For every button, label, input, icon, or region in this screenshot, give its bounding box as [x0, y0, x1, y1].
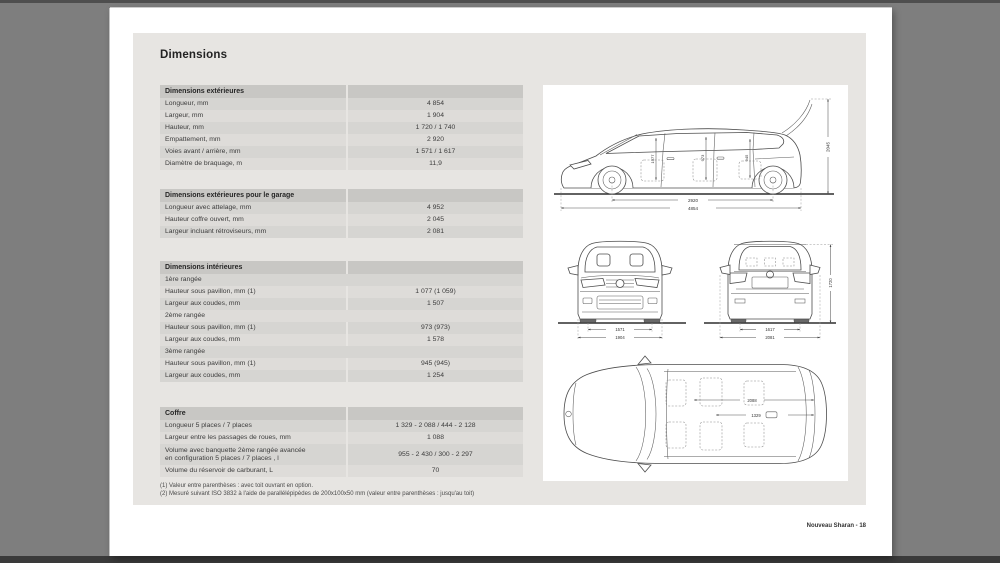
table-header-label: Dimensions intérieures	[160, 261, 346, 274]
row-label	[160, 286, 346, 298]
row-value: 1 507	[348, 298, 523, 310]
row-label-line: Largeur aux coudes, mm	[165, 300, 241, 307]
table-header-value-cell	[348, 189, 523, 202]
table-section-row: 1ère rangée	[160, 274, 523, 286]
row-label	[160, 146, 346, 158]
table-header-row	[160, 261, 523, 274]
table-row	[160, 322, 523, 334]
dimension-label-wheelbase: 2920	[687, 197, 699, 203]
table-row	[160, 358, 523, 370]
exterior-dimensions-table	[160, 85, 523, 170]
table-row	[160, 214, 523, 226]
front-view-car	[558, 241, 686, 340]
row-label	[160, 226, 346, 238]
dimension-label-row2-headroom: 973	[700, 154, 705, 162]
row-label-line: en configuration 5 places / 7 places , l	[165, 455, 279, 462]
table-row	[160, 444, 523, 465]
dimension-label-front-track: 1571	[615, 327, 625, 333]
dimension-label-rear-track: 1617	[765, 327, 775, 333]
row-label	[160, 334, 346, 346]
dimension-label-row3-headroom: 945	[744, 154, 749, 162]
table-row	[160, 370, 523, 382]
row-label-line: Hauteur coffre ouvert, mm	[165, 216, 244, 223]
dimension-label-max-load-length: 2088	[747, 397, 757, 403]
table-row	[160, 202, 523, 214]
row-label-line: Hauteur, mm	[165, 124, 204, 131]
table-header-label: Coffre	[160, 407, 346, 420]
garage-dimensions-table	[160, 189, 523, 238]
bottom-edge-strip	[0, 556, 1000, 563]
table-row	[160, 298, 523, 310]
row-value: 1 329 - 2 088 / 444 - 2 128	[348, 420, 523, 432]
row-label-line: Longueur 5 places / 7 places	[165, 422, 252, 429]
row-label-line: Empattement, mm	[165, 136, 221, 143]
document-page	[110, 8, 892, 556]
table-section-row: 3ème rangée	[160, 346, 523, 358]
table-header-value-cell	[348, 261, 523, 274]
dimension-label-overall-width: 1904	[615, 335, 625, 341]
row-label-line: Largeur aux coudes, mm	[165, 336, 241, 343]
table-header-label: Dimensions extérieures	[160, 85, 346, 98]
footnotes	[160, 483, 580, 498]
row-label-line: Hauteur sous pavillon, mm (1)	[165, 288, 256, 295]
row-label-line: Hauteur sous pavillon, mm (1)	[165, 360, 256, 367]
row-value: 945 (945)	[348, 358, 523, 370]
row-label-line: Volume avec banquette 2ème rangée avancée	[165, 446, 306, 454]
row-label	[160, 370, 346, 382]
table-row	[160, 134, 523, 146]
top-edge-strip	[0, 0, 1000, 3]
row-value: 973 (973)	[348, 322, 523, 334]
row-value: 2 081	[348, 226, 523, 238]
row-label-line: Longueur avec attelage, mm	[165, 204, 252, 211]
table-row	[160, 334, 523, 346]
row-label-line: Longueur, mm	[165, 100, 209, 107]
row-label	[160, 134, 346, 146]
row-value: 11,9	[348, 158, 523, 170]
row-label	[160, 98, 346, 110]
table-header-value-cell	[348, 407, 523, 420]
table-row	[160, 98, 523, 110]
row-label-line: Largeur incluant rétroviseurs, mm	[165, 228, 267, 235]
row-label-line: Voies avant / arrière, mm	[165, 148, 241, 155]
row-label-line: Diamètre de braquage, m	[165, 160, 243, 167]
dimension-label-boot-length: 1329	[751, 412, 761, 418]
row-label	[160, 298, 346, 310]
table-header-value-cell	[348, 85, 523, 98]
row-value: 1 088	[348, 432, 523, 444]
row-label	[160, 358, 346, 370]
row-value: 1 077 (1 059)	[348, 286, 523, 298]
row-label	[160, 110, 346, 122]
table-header-row	[160, 189, 523, 202]
row-value: 955 - 2 430 / 300 - 2 297	[348, 444, 523, 465]
row-label-line: Hauteur sous pavillon, mm (1)	[165, 324, 256, 331]
table-header-row	[160, 85, 523, 98]
row-label	[160, 214, 346, 226]
table-row	[160, 420, 523, 432]
row-label	[160, 122, 346, 134]
row-label	[160, 322, 346, 334]
table-row	[160, 432, 523, 444]
page-number: Nouveau Sharan - 18	[806, 523, 866, 529]
dimension-label-overall-height: 1720	[828, 278, 833, 288]
row-label-line: Largeur entre les passages de roues, mm	[165, 434, 291, 441]
row-value: 4 854	[348, 98, 523, 110]
row-label	[160, 465, 346, 477]
trunk-dimensions-table	[160, 407, 523, 477]
row-value: 1 904	[348, 110, 523, 122]
table-row	[160, 146, 523, 158]
dimension-label-width-with-mirrors: 2081	[765, 335, 775, 341]
table-header-row	[160, 407, 523, 420]
row-label	[160, 202, 346, 214]
table-row	[160, 286, 523, 298]
table-header-label: Dimensions extérieures pour le garage	[160, 189, 346, 202]
content-panel	[133, 33, 866, 505]
interior-dimensions-table	[160, 261, 523, 382]
row-value: 1 254	[348, 370, 523, 382]
row-value: 4 952	[348, 202, 523, 214]
dimension-label-overall-length: 4854	[687, 205, 699, 211]
row-label	[160, 432, 346, 444]
footnote-1: (1) Valeur entre parenthèses : avec toit ouvrant en option.	[160, 483, 313, 489]
row-label-line: Largeur aux coudes, mm	[165, 372, 241, 379]
row-value: 1 571 / 1 617	[348, 146, 523, 158]
row-value: 2 045	[348, 214, 523, 226]
rear-view-car	[704, 241, 836, 340]
top-view-car	[564, 356, 827, 472]
footnote-2: (2) Mesuré suivant ISO 3832 à l'aide de parallélépipèdes de 200x100x50 mm (valeur entre parenthèses : jusqu'au toit)	[160, 490, 475, 497]
diagram-panel	[543, 85, 848, 481]
row-label	[160, 444, 346, 465]
row-label-line: Volume du réservoir de carburant, L	[165, 467, 274, 474]
row-value: 1 578	[348, 334, 523, 346]
table-row	[160, 110, 523, 122]
side-view-drawing	[548, 87, 843, 217]
table-row	[160, 158, 523, 170]
row-value: 2 920	[348, 134, 523, 146]
row-value: 70	[348, 465, 523, 477]
table-row	[160, 465, 523, 477]
row-label	[160, 158, 346, 170]
table-row	[160, 122, 523, 134]
row-label	[160, 420, 346, 432]
row-value: 1 720 / 1 740	[348, 122, 523, 134]
table-row	[160, 226, 523, 238]
table-section-row: 2ème rangée	[160, 310, 523, 322]
side-view-car	[554, 100, 834, 194]
row-label-line: Largeur, mm	[165, 112, 204, 119]
front-rear-views-drawing	[548, 217, 843, 349]
dimension-label-row1-headroom: 1077	[650, 154, 655, 164]
top-view-drawing	[548, 353, 843, 477]
dimension-label-open-tailgate-height: 2045	[825, 141, 831, 153]
page-title: Dimensions	[160, 49, 228, 61]
